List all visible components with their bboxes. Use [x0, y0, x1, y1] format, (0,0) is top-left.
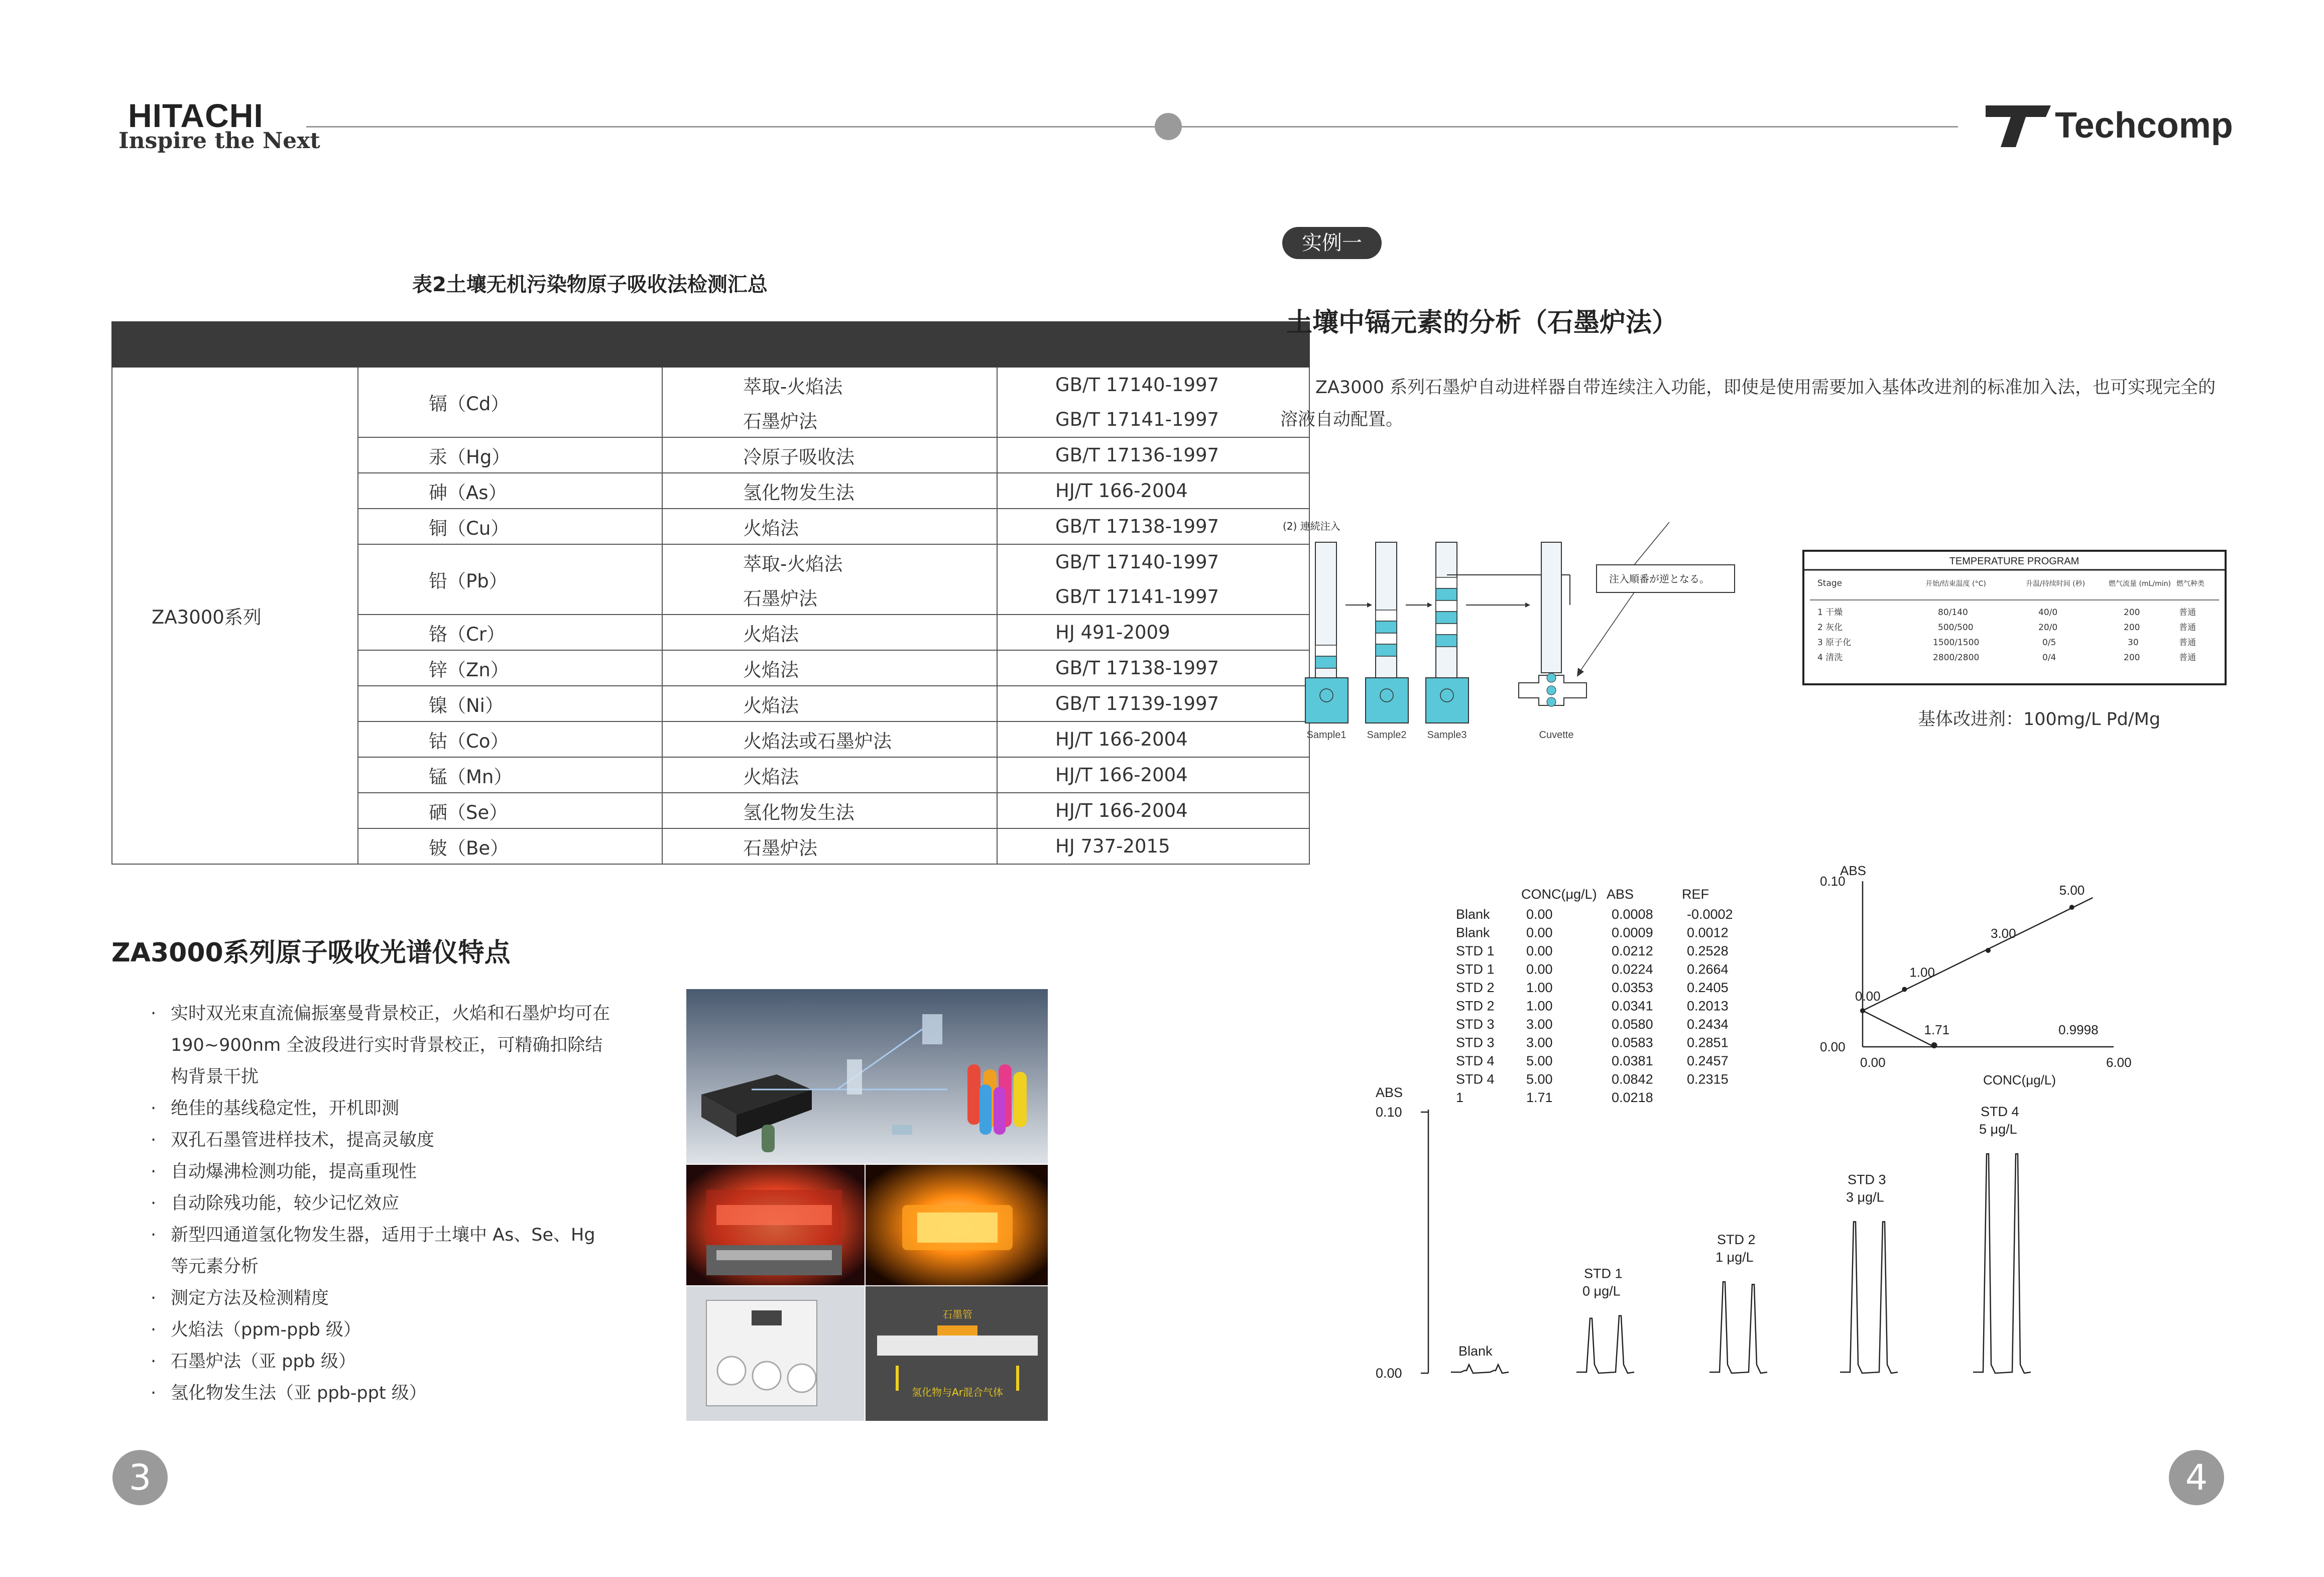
data-table-header: REF	[1682, 887, 1709, 902]
peak-conc-label: 0 μg/L	[1582, 1283, 1621, 1299]
tp-title: TEMPERATURE PROGRAM	[1949, 556, 2080, 567]
cal-point	[1986, 948, 1991, 953]
cal-sample-label: 1.71	[1924, 1022, 1950, 1037]
data-table-cell: STD 4	[1456, 1071, 1495, 1087]
peak-label: Blank	[1458, 1344, 1493, 1359]
cal-y-tick: 0.00	[1820, 1039, 1846, 1054]
series-cell: ZA3000系列	[112, 367, 358, 864]
standard-cell: GB/T 17139-1997	[997, 686, 1309, 721]
sample-cup-3	[1426, 678, 1469, 723]
element-cell: 铅（Pb）	[358, 544, 662, 615]
data-table-cell: 0.2528	[1687, 943, 1729, 958]
standard-cell: HJ 737-2015	[997, 828, 1309, 864]
cal-point	[2069, 905, 2074, 910]
data-table-cell: 0.00	[1526, 943, 1553, 958]
element-cell: 铍（Be）	[358, 828, 662, 864]
standard-cell: HJ 491-2009	[997, 615, 1309, 650]
data-table-cell: 0.0212	[1612, 943, 1653, 958]
standard-cell: GB/T 17138-1997	[997, 650, 1309, 686]
method-cell: 火焰法	[662, 686, 997, 721]
peak-y-label: ABS	[1376, 1085, 1403, 1100]
feature-item: · 测定方法及检测精度	[151, 1283, 618, 1314]
method-cell: 冷原子吸收法	[662, 437, 997, 473]
feature-item: · 火焰法（ppm-ppb 级）	[151, 1314, 618, 1346]
tp-cell: 普通	[2179, 653, 2196, 663]
tp-cell: 普通	[2179, 638, 2196, 648]
section-title: 土壤中镉元素的分析（石墨炉法）	[1286, 308, 1678, 338]
data-table-cell: 0.0341	[1612, 998, 1653, 1014]
element-cell: 硒（Se）	[358, 793, 662, 828]
data-table-cell: 1.71	[1526, 1090, 1553, 1105]
sample-cup-2	[1366, 678, 1408, 723]
table-title: 表2土壤无机污染物原子吸收法检测汇总	[412, 273, 768, 296]
method-cell: 氢化物发生法	[662, 793, 997, 828]
peak-trace	[1973, 1154, 2031, 1373]
feature-item: · 实时双光束直流偏振塞曼背景校正，火焰和石墨炉均可在 190~900nm 全波段进行实时背景校正，可精确扣除结构背景干扰	[151, 998, 618, 1093]
data-table-cell: 0.0008	[1612, 907, 1653, 922]
method-cell: 石墨炉法	[662, 828, 997, 864]
method-cell: 石墨炉法	[662, 402, 997, 437]
element-cell: 汞（Hg）	[358, 437, 662, 473]
hitachi-logo: HITACHI	[128, 97, 264, 134]
feature-item: · 自动除残功能，较少记忆效应	[151, 1188, 618, 1220]
data-table-cell: STD 1	[1456, 943, 1495, 958]
data-table-cell: 0.0009	[1612, 925, 1653, 940]
data-table-cell: 0.00	[1526, 925, 1553, 940]
cal-r-value: 0.9998	[2058, 1022, 2099, 1037]
data-table-cell: STD 4	[1456, 1053, 1495, 1068]
tp-cell: 2 灰化	[1817, 623, 1843, 633]
page-number-left: 3	[112, 1450, 168, 1505]
tp-cell: 普通	[2179, 623, 2196, 633]
data-table-cell: STD 3	[1456, 1017, 1495, 1032]
data-table-cell: Blank	[1456, 907, 1490, 922]
table-header-row	[112, 322, 1309, 367]
cal-sample-point	[1931, 1042, 1937, 1048]
data-table-cell: 0.0224	[1612, 961, 1653, 977]
tube-label: 石墨管	[942, 1308, 972, 1320]
data-table-cell: 5.00	[1526, 1053, 1553, 1068]
data-table-cell: STD 2	[1456, 998, 1495, 1014]
sample-cup-1	[1305, 678, 1348, 723]
tp-header: 燃气种类	[2176, 580, 2205, 588]
tp-cell: 200	[2124, 653, 2140, 663]
header-dot	[1155, 113, 1182, 140]
matrix-modifier-caption: 基体改进剂：100mg/L Pd/Mg	[1918, 709, 2161, 730]
standard-cell: GB/T 17138-1997	[997, 509, 1309, 544]
data-table-cell: 1.00	[1526, 998, 1553, 1014]
element-cell: 砷（As）	[358, 473, 662, 509]
feature-item: · 绝佳的基线稳定性，开机即测	[151, 1093, 618, 1125]
cal-point-label: 5.00	[2059, 883, 2085, 898]
data-table-cell: 3.00	[1526, 1017, 1553, 1032]
header-cell	[997, 322, 1309, 367]
header-cell	[358, 322, 662, 367]
peak-label: STD 1	[1584, 1266, 1623, 1281]
header-divider	[306, 126, 1958, 128]
data-table-header: CONC(μg/L)	[1521, 887, 1597, 902]
data-table-cell: 0.0583	[1612, 1035, 1653, 1050]
data-table-cell: 0.0012	[1687, 925, 1729, 940]
tp-cell: 20/0	[2038, 623, 2058, 633]
cal-x-label: CONC(μg/L)	[1983, 1072, 2056, 1087]
tp-cell: 0/5	[2042, 638, 2056, 648]
element-cell: 镍（Ni）	[358, 686, 662, 721]
tp-header: 升温/持续时间 (秒)	[2026, 580, 2086, 588]
cal-point	[1902, 987, 1907, 992]
standard-cell: HJ/T 166-2004	[997, 721, 1309, 757]
data-table-cell: 0.0218	[1612, 1090, 1653, 1105]
tp-cell: 500/500	[1938, 623, 1974, 633]
peak-conc-label: 1 μg/L	[1716, 1250, 1754, 1265]
peak-trace	[1576, 1316, 1634, 1373]
feature-item: · 氢化物发生法（亚 ppb-ppt 级）	[151, 1378, 618, 1409]
standard-cell: GB/T 17140-1997	[997, 544, 1309, 579]
peak-trace	[1840, 1222, 1898, 1373]
data-table-cell: 0.00	[1526, 961, 1553, 977]
data-table-cell: 0.0353	[1612, 980, 1653, 995]
feature-item: · 石墨炉法（亚 ppb 级）	[151, 1346, 618, 1378]
tp-cell: 40/0	[2038, 608, 2058, 618]
peak-y-tick: 0.00	[1376, 1366, 1402, 1381]
data-table-cell: STD 1	[1456, 961, 1495, 977]
sample-label: Sample3	[1427, 730, 1467, 741]
cuvette-shape	[1519, 673, 1586, 706]
element-cell: 锰（Mn）	[358, 757, 662, 793]
data-table-cell: STD 3	[1456, 1035, 1495, 1050]
peak-y-tick: 0.10	[1376, 1105, 1402, 1120]
optics-photo	[686, 989, 1048, 1164]
pipette-3	[1436, 542, 1457, 685]
gas-label: 氢化物与Ar混合气体	[912, 1386, 1003, 1398]
note-text: 注入順番が逆となる。	[1609, 573, 1709, 585]
tp-cell: 1500/1500	[1933, 638, 1980, 648]
tp-cell: 2800/2800	[1933, 653, 1980, 663]
peak-label: STD 2	[1717, 1232, 1756, 1247]
example-badge: 实例一	[1282, 227, 1382, 259]
standard-cell: GB/T 17141-1997	[997, 402, 1309, 437]
tp-cell: 30	[2128, 638, 2139, 648]
feature-item: · 自动爆沸检测功能，提高重现性	[151, 1156, 618, 1188]
flame-photo	[686, 1165, 865, 1285]
data-table-cell: -0.0002	[1687, 907, 1733, 922]
peak-label: STD 4	[1981, 1104, 2019, 1120]
standard-cell: GB/T 17140-1997	[997, 367, 1309, 402]
detection-table	[111, 321, 1310, 865]
data-table-cell: 0.0842	[1612, 1071, 1653, 1087]
standard-cell: HJ/T 166-2004	[997, 757, 1309, 793]
data-table-cell: 1	[1456, 1090, 1464, 1105]
hydride-generator-photo	[686, 1286, 865, 1421]
cal-regression-line	[1863, 898, 2093, 1011]
results-data-table	[1456, 884, 1777, 1115]
tp-header: Stage	[1817, 578, 1843, 588]
cal-x-tick: 0.00	[1860, 1055, 1886, 1070]
header-cell	[662, 322, 997, 367]
method-cell: 萃取-火焰法	[662, 367, 997, 402]
intro-paragraph: ZA3000 系列石墨炉自动进样器自带连续注入功能，即使是使用需要加入基体改进剂的标准加入法，也可实现完全的溶液自动配置。	[1280, 378, 2216, 430]
pipette-2	[1376, 542, 1397, 685]
feature-item: · 双孔石墨管进样技术，提高灵敏度	[151, 1125, 618, 1156]
peak-label: STD 3	[1848, 1172, 1886, 1187]
peak-trace	[1451, 1365, 1509, 1373]
cal-x-tick: 6.00	[2106, 1055, 2132, 1070]
techcomp-mark-icon	[1986, 103, 2051, 148]
temperature-program-table	[1802, 550, 2227, 685]
element-cell: 铬（Cr）	[358, 615, 662, 650]
element-cell: 锌（Zn）	[358, 650, 662, 686]
data-table-cell: 5.00	[1526, 1071, 1553, 1087]
data-table-cell: 0.2851	[1687, 1035, 1729, 1050]
data-table-header: ABS	[1607, 887, 1634, 902]
tp-cell: 4 清洗	[1817, 653, 1843, 663]
data-table-cell: Blank	[1456, 925, 1490, 940]
element-cell: 铜（Cu）	[358, 509, 662, 544]
techcomp-logo	[1986, 103, 2233, 148]
method-cell: 萃取-火焰法	[662, 544, 997, 579]
tp-cell: 3 原子化	[1817, 638, 1852, 648]
instrument-photo-collage	[686, 989, 1048, 1421]
method-cell: 火焰法	[662, 615, 997, 650]
cal-y-label: ABS	[1840, 863, 1867, 878]
element-cell: 钴（Co）	[358, 721, 662, 757]
method-cell: 氢化物发生法	[662, 473, 997, 509]
page-number-right: 4	[2169, 1450, 2224, 1505]
sample-label: Sample2	[1367, 730, 1407, 741]
data-table-cell: 0.2315	[1687, 1071, 1729, 1087]
data-table-cell: 0.2013	[1687, 998, 1729, 1014]
cuvette-tube	[1541, 542, 1561, 673]
tp-cell: 普通	[2179, 608, 2196, 618]
cal-point	[1860, 1008, 1865, 1013]
data-table-cell: 0.2664	[1687, 961, 1729, 977]
features-list	[151, 998, 618, 1409]
pipette-1	[1315, 542, 1336, 685]
cuvette-label: Cuvette	[1539, 730, 1574, 741]
standard-cell: GB/T 17136-1997	[997, 437, 1309, 473]
sample-label: Sample1	[1306, 730, 1347, 741]
peak-conc-label: 5 μg/L	[1979, 1122, 2017, 1137]
hitachi-tagline: Inspire the Next	[118, 128, 320, 154]
tp-cell: 1 干燥	[1817, 608, 1843, 618]
feature-item: · 新型四通道氢化物发生器，适用于土壤中 As、Se、Hg 等元素分析	[151, 1220, 618, 1283]
tp-cell: 200	[2124, 623, 2140, 633]
data-table-cell: 0.0381	[1612, 1053, 1653, 1068]
cal-y-tick: 0.10	[1820, 874, 1846, 889]
cal-point-label: 0.00	[1855, 989, 1881, 1004]
method-cell: 石墨炉法	[662, 579, 997, 615]
injection-diagram	[1278, 517, 1755, 743]
method-cell: 火焰法	[662, 509, 997, 544]
data-table-cell: 0.2457	[1687, 1053, 1729, 1068]
cal-sample-line	[1863, 1011, 1934, 1047]
data-table-cell: 0.2434	[1687, 1017, 1729, 1032]
standard-cell: HJ/T 166-2004	[997, 473, 1309, 509]
graphite-tube-diagram	[866, 1286, 1048, 1421]
tp-header: 燃气流量 (mL/min)	[2109, 580, 2171, 588]
peaks-chart	[1376, 1085, 2048, 1396]
standard-cell: HJ/T 166-2004	[997, 793, 1309, 828]
element-cell: 镉（Cd）	[358, 367, 662, 437]
tp-cell: 80/140	[1938, 608, 1968, 618]
calibration-chart	[1807, 856, 2159, 1097]
header-cell	[112, 322, 358, 367]
standard-cell: GB/T 17141-1997	[997, 579, 1309, 615]
method-cell: 火焰法	[662, 757, 997, 793]
features-title: ZA3000系列原子吸收光谱仪特点	[111, 938, 511, 968]
method-cell: 火焰法或石墨炉法	[662, 721, 997, 757]
data-table-cell: 0.00	[1526, 907, 1553, 922]
cal-point-label: 1.00	[1909, 964, 1935, 980]
peak-trace	[1709, 1282, 1767, 1373]
tp-header: 开始/结束温度 (°C)	[1925, 580, 1986, 588]
techcomp-wordmark: Techcomp	[2055, 105, 2233, 146]
data-table-cell: 0.0580	[1612, 1017, 1653, 1032]
table-row	[112, 367, 1309, 402]
tp-cell: 0/4	[2042, 653, 2056, 663]
data-table-cell: 3.00	[1526, 1035, 1553, 1050]
data-table-cell: STD 2	[1456, 980, 1495, 995]
data-table-cell: 0.2405	[1687, 980, 1729, 995]
peak-conc-label: 3 μg/L	[1846, 1189, 1884, 1205]
furnace-photo	[866, 1165, 1048, 1285]
cal-point-label: 3.00	[1991, 925, 2016, 941]
method-cell: 火焰法	[662, 650, 997, 686]
injection-label: (2) 連続注入	[1283, 520, 1340, 532]
tp-cell: 200	[2124, 608, 2140, 618]
data-table-cell: 1.00	[1526, 980, 1553, 995]
